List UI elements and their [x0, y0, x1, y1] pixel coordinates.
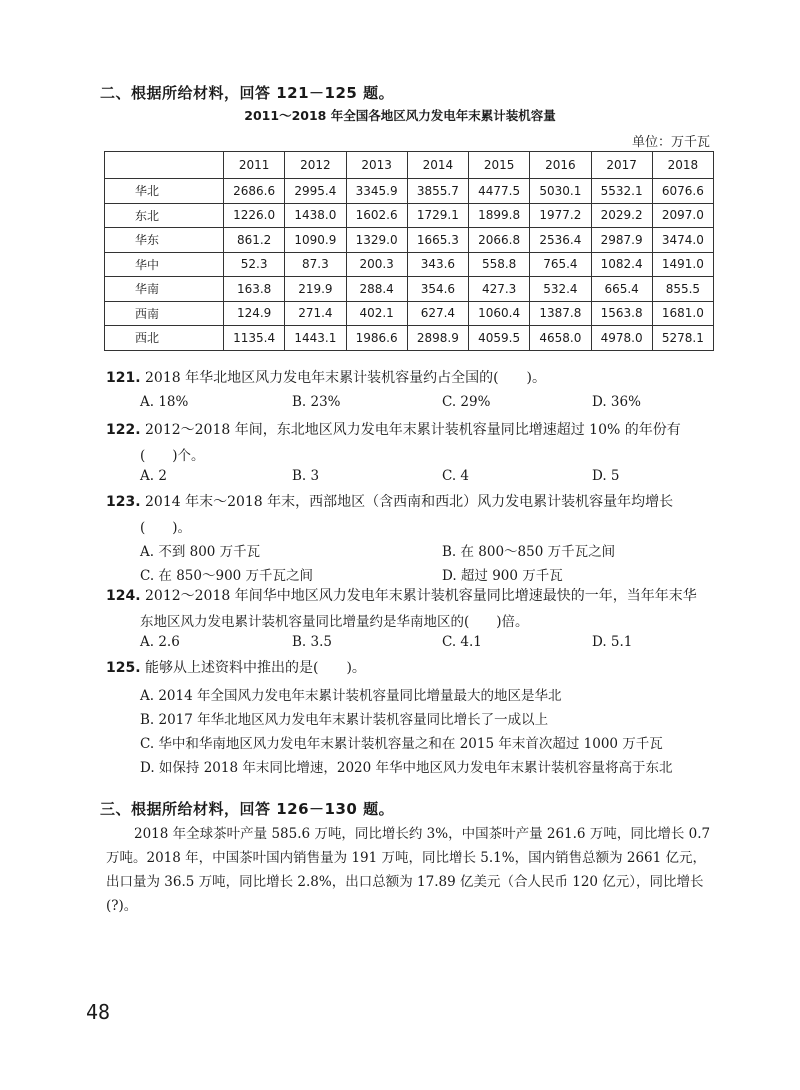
value-cell: 6076.6: [652, 179, 713, 204]
value-cell: 1563.8: [591, 301, 652, 326]
value-cell: 1438.0: [285, 203, 346, 228]
region-cell: 西南: [105, 301, 224, 326]
value-cell: 765.4: [530, 252, 591, 277]
option-b: B. 2017 年华北地区风力发电年末累计装机容量同比增长了一成以上: [140, 712, 549, 728]
value-cell: 558.8: [469, 252, 530, 277]
region-cell: 华北: [105, 179, 224, 204]
option-a: A. 2: [140, 468, 167, 484]
year-header: 2018: [652, 152, 713, 179]
value-cell: 1387.8: [530, 301, 591, 326]
value-cell: 163.8: [224, 277, 285, 302]
option-b: B. 23%: [292, 394, 341, 410]
question-121: [106, 366, 726, 390]
table-title: 2011～2018 年全国各地区风力发电年末累计装机容量: [244, 108, 556, 123]
year-header: 2011: [224, 152, 285, 179]
question-text-cont: 东地区风力发电累计装机容量同比增量约是华南地区的( )倍。: [140, 614, 529, 630]
year-header: 2017: [591, 152, 652, 179]
value-cell: 2029.2: [591, 203, 652, 228]
question-text: 2018 年华北地区风力发电年末累计装机容量约占全国的( )。: [145, 370, 547, 386]
option-a: A. 2.6: [140, 634, 180, 650]
value-cell: 2686.6: [224, 179, 285, 204]
value-cell: 1443.1: [285, 326, 346, 351]
value-cell: 427.3: [469, 277, 530, 302]
value-cell: 665.4: [591, 277, 652, 302]
value-cell: 3855.7: [407, 179, 468, 204]
option-a: A. 不到 800 万千瓦: [140, 544, 261, 560]
value-cell: 271.4: [285, 301, 346, 326]
question-text: 2014 年末～2018 年末，西部地区（含西南和西北）风力发电累计装机容量年均增长: [145, 494, 674, 510]
table-row: [105, 179, 714, 204]
value-cell: 124.9: [224, 301, 285, 326]
region-cell: 华南: [105, 277, 224, 302]
value-cell: 627.4: [407, 301, 468, 326]
value-cell: 288.4: [346, 277, 407, 302]
question-number: 124.: [106, 588, 141, 604]
question-number: 123.: [106, 494, 141, 510]
value-cell: 1729.1: [407, 203, 468, 228]
option-d: D. 5.1: [592, 634, 633, 650]
region-cell: 东北: [105, 203, 224, 228]
table-header-row: [105, 152, 714, 179]
value-cell: 1665.3: [407, 228, 468, 253]
question-124: [106, 584, 726, 608]
option-c: C. 29%: [442, 394, 491, 410]
value-cell: 1977.2: [530, 203, 591, 228]
region-cell: 华东: [105, 228, 224, 253]
value-cell: 343.6: [407, 252, 468, 277]
value-cell: 4477.5: [469, 179, 530, 204]
value-cell: 1090.9: [285, 228, 346, 253]
question-number: 121.: [106, 370, 141, 386]
question-text: 2012～2018 年间华中地区风力发电年末累计装机容量同比增速最快的一年，当年年末华: [145, 588, 697, 604]
section-3-heading: 三、根据所给材料，回答 126－130 题。: [100, 800, 395, 818]
value-cell: 200.3: [346, 252, 407, 277]
option-c: C. 4: [442, 468, 470, 484]
value-cell: 1602.6: [346, 203, 407, 228]
option-d: D. 36%: [592, 394, 641, 410]
question-125: [106, 656, 726, 680]
option-b: B. 3: [292, 468, 320, 484]
question-number: 122.: [106, 422, 141, 438]
value-cell: 2097.0: [652, 203, 713, 228]
table-row: [105, 301, 714, 326]
year-header: 2012: [285, 152, 346, 179]
value-cell: 3345.9: [346, 179, 407, 204]
option-c: C. 在 850～900 万千瓦之间: [140, 568, 314, 584]
option-b: B. 3.5: [292, 634, 332, 650]
value-cell: 1135.4: [224, 326, 285, 351]
value-cell: 402.1: [346, 301, 407, 326]
value-cell: 5030.1: [530, 179, 591, 204]
question-text-cont: ( )个。: [140, 448, 205, 464]
value-cell: 1681.0: [652, 301, 713, 326]
option-d: D. 如保持 2018 年末同比增速，2020 年华中地区风力发电年末累计装机容量将高于东北: [140, 760, 673, 776]
value-cell: 1986.6: [346, 326, 407, 351]
value-cell: 532.4: [530, 277, 591, 302]
table-row: [105, 252, 714, 277]
unit-label: 单位：万千瓦: [631, 135, 710, 150]
option-d: D. 超过 900 万千瓦: [442, 568, 563, 584]
region-cell: 华中: [105, 252, 224, 277]
value-cell: 3474.0: [652, 228, 713, 253]
value-cell: 4059.5: [469, 326, 530, 351]
value-cell: 1060.4: [469, 301, 530, 326]
question-text: 2012～2018 年间，东北地区风力发电年末累计装机容量同比增速超过 10% 的年份有: [145, 422, 681, 438]
year-header: 2016: [530, 152, 591, 179]
section-2-heading: 二、根据所给材料，回答 121－125 题。: [100, 84, 395, 102]
table-row: [105, 228, 714, 253]
option-c: C. 4.1: [442, 634, 482, 650]
value-cell: 5278.1: [652, 326, 713, 351]
wind-capacity-table: [104, 151, 714, 351]
corner-cell: [105, 152, 224, 179]
value-cell: 1491.0: [652, 252, 713, 277]
value-cell: 2987.9: [591, 228, 652, 253]
value-cell: 1226.0: [224, 203, 285, 228]
value-cell: 354.6: [407, 277, 468, 302]
value-cell: 1329.0: [346, 228, 407, 253]
value-cell: 4978.0: [591, 326, 652, 351]
question-text: 能够从上述资料中推出的是( )。: [145, 660, 366, 676]
year-header: 2014: [407, 152, 468, 179]
question-number: 125.: [106, 660, 141, 676]
value-cell: 1899.8: [469, 203, 530, 228]
question-123: [106, 490, 726, 514]
table-row: [105, 203, 714, 228]
value-cell: 2066.8: [469, 228, 530, 253]
value-cell: 2898.9: [407, 326, 468, 351]
value-cell: 5532.1: [591, 179, 652, 204]
option-d: D. 5: [592, 468, 620, 484]
table-row: [105, 277, 714, 302]
value-cell: 855.5: [652, 277, 713, 302]
value-cell: 219.9: [285, 277, 346, 302]
value-cell: 4658.0: [530, 326, 591, 351]
value-cell: 2536.4: [530, 228, 591, 253]
value-cell: 87.3: [285, 252, 346, 277]
table-row: [105, 326, 714, 351]
region-cell: 西北: [105, 326, 224, 351]
value-cell: 52.3: [224, 252, 285, 277]
page-number: 48: [86, 1000, 111, 1024]
year-header: 2015: [469, 152, 530, 179]
option-b: B. 在 800～850 万千瓦之间: [442, 544, 616, 560]
year-header: 2013: [346, 152, 407, 179]
question-text-cont: ( )。: [140, 520, 192, 536]
option-a: A. 18%: [140, 394, 189, 410]
option-c: C. 华中和华南地区风力发电年末累计装机容量之和在 2015 年末首次超过 1000 万千瓦: [140, 736, 663, 752]
option-a: A. 2014 年全国风力发电年末累计装机容量同比增量最大的地区是华北: [140, 688, 562, 704]
material-paragraph: 2018 年全球茶叶产量 585.6 万吨，同比增长约 3%，中国茶叶产量 261.6 万吨，同比增长 0.7 万吨。2018 年，中国茶叶国内销售量为 191 万吨，同比增长 5.1%，国内销售总额为 2661 亿元，出口量为 36.5 万吨，同比增长 2.8%，出口总额为 17.89 亿美元（合人民币 120 亿元），同比增长(?)。: [106, 826, 711, 914]
question-122: [106, 418, 726, 442]
value-cell: 1082.4: [591, 252, 652, 277]
value-cell: 861.2: [224, 228, 285, 253]
value-cell: 2995.4: [285, 179, 346, 204]
